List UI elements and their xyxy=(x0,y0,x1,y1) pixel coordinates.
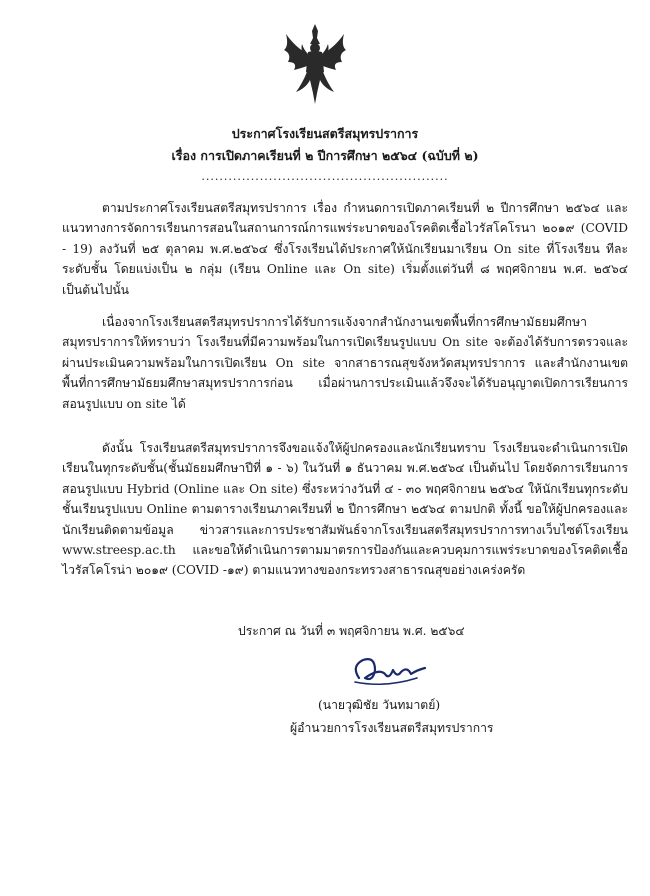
garuda-emblem-icon xyxy=(280,22,350,106)
body-paragraph-3: ดังนั้น โรงเรียนสตรีสมุทรปราการจึงขอแจ้งให้ผู้ปกครองและนักเรียนทราบ โรงเรียนจะดำเนินการเปิดเรียนในทุกระดับชั้น(ชั้นมัธยมศึกษาปีที่ ๑ - ๖) ในวันที่ ๑ ธันวาคม พ.ศ.๒๕๖๔ เป็นต้นไป โดยจัดการเรียนการสอนรูปแบบ Hybrid (Online และ On site) ซึ่งระหว่างวันที่ ๔ - ๓๐ พฤศจิกายน ๒๕๖๔ ให้นักเรียนทุกระดับชั้นเรียนรูปแบบ Online ตามตารางเรียนภาคเรียนที่ ๒ ปีการศึกษา ๒๕๖๔ ตามปกติ ทั้งนี้ ขอให้ผู้ปกครองและนักเรียนติดตามข้อมูล ข่าวสารและการประชาสัมพันธ์จากโรงเรียนสตรีสมุทรปราการทางเว็บไซต์โรงเรียน www.streesp.ac.th และขอให้ดำเนินการตามมาตรการป้องกันและควบคุมการแพร่ระบาดของโรคติดเชื้อไวรัสโคโรน่า ๒๐๑๙ (COVID -๑๙) ตามแนวทางของกระทรวงสาธารณสุขอย่างเคร่งครัด xyxy=(62,441,628,578)
announcement-subject: เรื่อง การเปิดภาคเรียนที่ ๒ ปีการศึกษา ๒๕๖๔ (ฉบับที่ ๒) xyxy=(171,148,479,163)
signer-position: ผู้อำนวยการโรงเรียนสตรีสมุทรปราการ xyxy=(290,721,494,735)
body-paragraph-2: เนื่องจากโรงเรียนสตรีสมุทรปราการได้รับการแจ้งจากสำนักงานเขตพื้นที่การศึกษามัธยมศึกษาสมุทรปราการให้ทราบว่า โรงเรียนที่มีความพร้อมในการเปิดเรียนรูปแบบ On site จะต้องได้รับการตรวจและผ่านประเมินความพร้อมในการเปิดเรียน On site จากสาธารณสุขจังหวัดสมุทรปราการ และสำนักงานเขตพื้นที่การศึกษามัธยมศึกษาสมุทรปราการก่อน เมื่อผ่านการประเมินแล้วจึงจะได้รับอนุญาตเปิดการเรียนการสอนรูปแบบ on site ได้ xyxy=(62,315,628,411)
separator-dots: ....................................................... xyxy=(201,170,449,183)
signature-image xyxy=(345,648,435,690)
announcement-title: ประกาศโรงเรียนสตรีสมุทรปราการ xyxy=(231,126,419,141)
body-paragraph-1: ตามประกาศโรงเรียนสตรีสมุทรปราการ เรื่อง กำหนดการเปิดภาคเรียนที่ ๒ ปีการศึกษา ๒๕๖๔ และแนวทางการจัดการเรียนการสอนในสถานการณ์การแพร่ระบาดของโรคติดเชื้อไวรัสโคโรนา ๒๐๑๙ (COVID - 19) ลงวันที่ ๒๕ ตุลาคม พ.ศ.๒๕๖๔ ซึ่งโรงเรียนได้ประกาศให้นักเรียนมาเรียน On site ที่โรงเรียน ทีละระดับชั้น โดยแบ่งเป็น ๒ กลุ่ม (เรียน Online และ On site) เริ่มตั้งแต่วันที่ ๘ พฤศจิกายน พ.ศ. ๒๕๖๔ เป็นต้นไปนั้น xyxy=(62,201,628,297)
announcement-date: ประกาศ ณ วันที่ ๓ พฤศจิกายน พ.ศ. ๒๕๖๔ xyxy=(238,624,465,638)
signer-name: (นายวุฒิชัย วันทมาตย์) xyxy=(318,698,441,712)
